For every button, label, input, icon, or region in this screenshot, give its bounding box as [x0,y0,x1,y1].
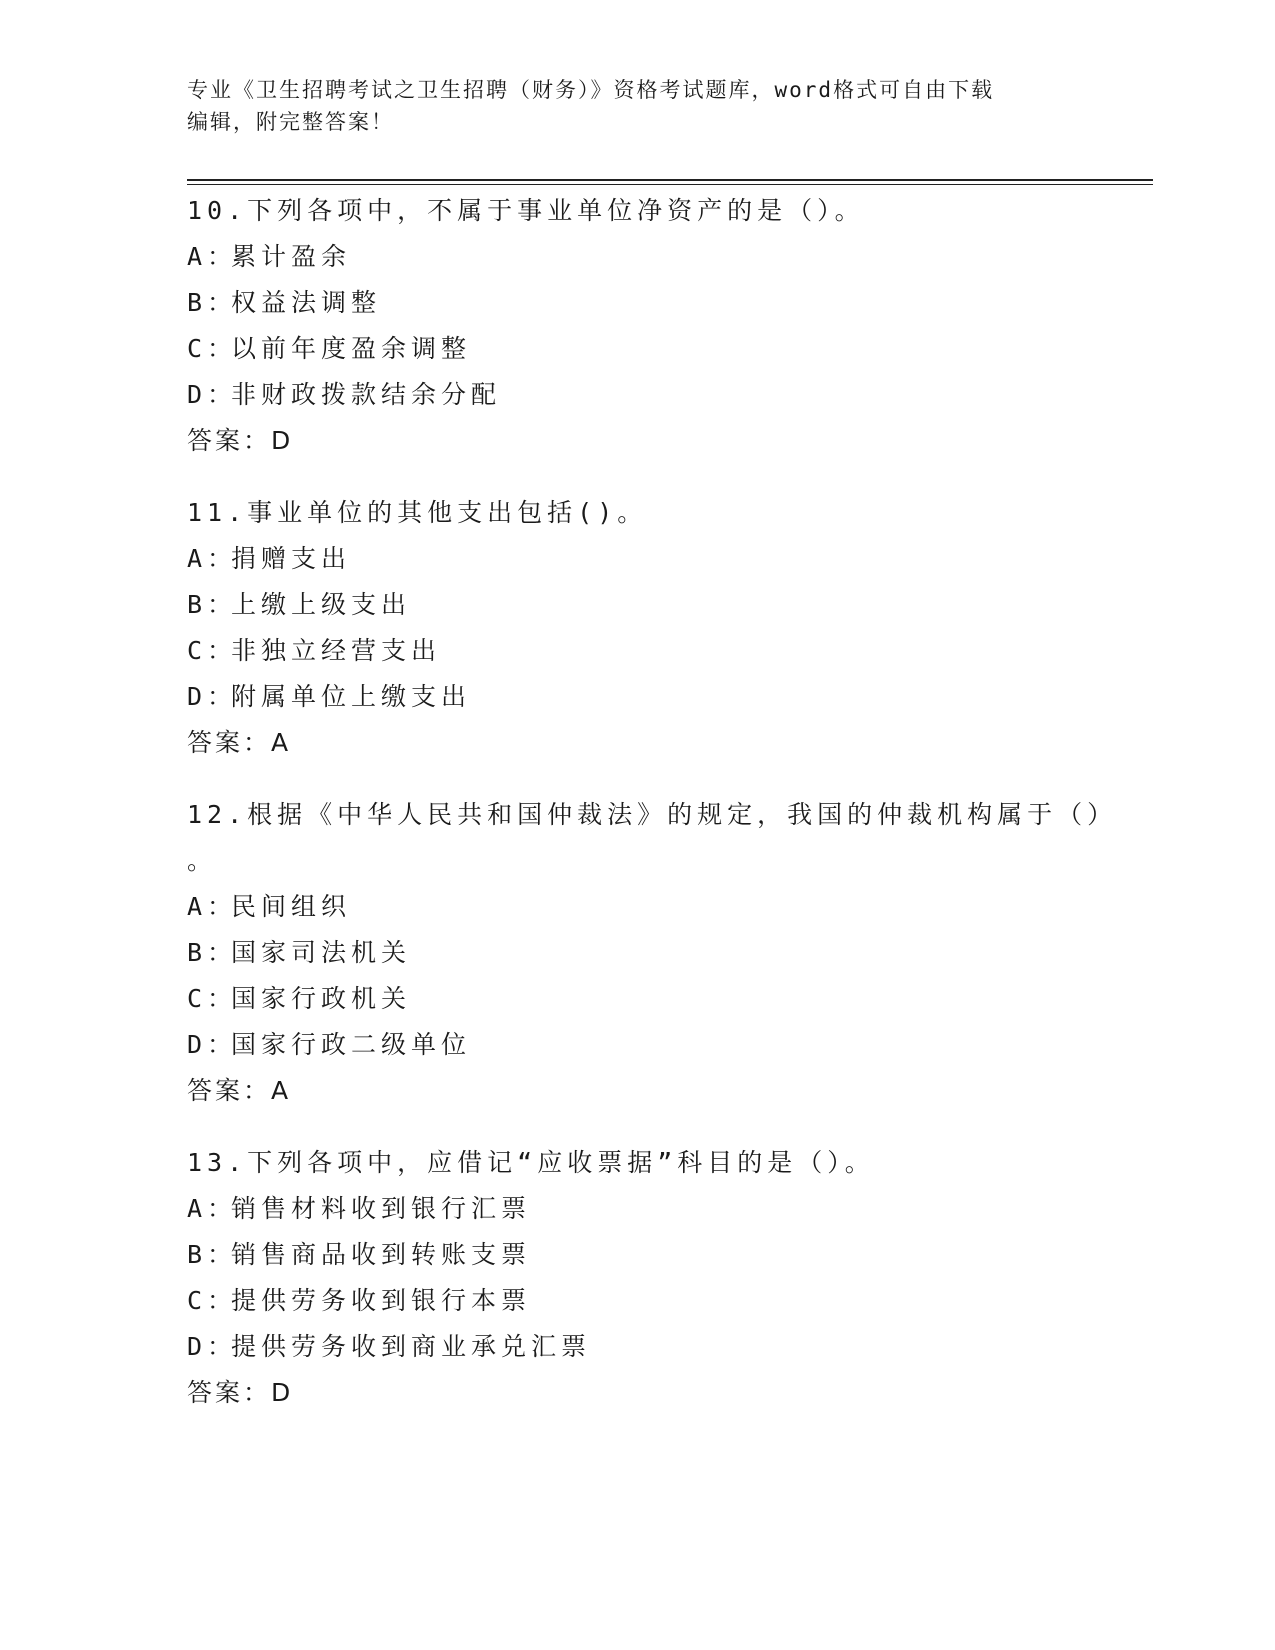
option-a [187,1186,1067,1232]
header-line-2: 编辑，附完整答案！ [187,110,394,134]
option-text: 非财政拨款结余分配 [231,380,502,409]
question-stem: 11.事业单位的其他支出包括()。 [187,498,648,527]
question-11 [187,490,1067,766]
option-label: B： [187,1240,238,1269]
option-label: C： [187,984,238,1013]
option-c [187,628,1067,674]
answer-line: 答案：D [187,426,294,455]
option-b [187,280,1067,326]
header-line-1: 专业《卫生招聘考试之卫生招聘（财务）》资格考试题库，word格式可自由下载 [187,78,995,102]
option-label: A： [187,544,238,573]
option-text: 国家行政二级单位 [231,1030,472,1059]
option-c [187,976,1067,1022]
document-page [187,0,1147,1650]
question-list [187,188,1118,1442]
option-text: 权益法调整 [231,288,382,317]
question-13 [187,1140,1067,1416]
option-text: 民间组织 [231,892,352,921]
header-divider-thin [187,184,1153,185]
answer-line: 答案：A [187,728,292,757]
option-text: 销售商品收到转账支票 [231,1240,532,1269]
option-a [187,536,1067,582]
option-label: D： [187,1332,238,1361]
option-text: 提供劳务收到银行本票 [231,1286,532,1315]
option-a [187,234,1067,280]
question-stem: 10.下列各项中，不属于事业单位净资产的是（）。 [187,196,865,225]
option-text: 提供劳务收到商业承兑汇票 [231,1332,592,1361]
option-text: 上缴上级支出 [231,590,412,619]
answer-line: 答案：A [187,1076,292,1105]
option-text: 销售材料收到银行汇票 [231,1194,532,1223]
header-divider [187,179,1153,181]
option-label: A： [187,242,238,271]
question-12 [187,792,1118,1114]
option-c [187,326,1067,372]
option-label: C： [187,1286,238,1315]
option-text: 国家司法机关 [231,938,412,967]
question-stem: 12.根据《中华人民共和国仲裁法》的规定，我国的仲裁机构属于（） [187,800,1118,829]
option-d [187,1022,1067,1068]
option-b [187,930,1067,976]
option-text: 以前年度盈余调整 [231,334,472,363]
answer-line: 答案：D [187,1378,294,1407]
question-stem: 13.下列各项中，应借记“应收票据”科目的是（）。 [187,1148,875,1177]
option-text: 国家行政机关 [231,984,412,1013]
option-text: 捐赠支出 [231,544,352,573]
option-label: C： [187,636,238,665]
option-label: D： [187,682,238,711]
option-text: 非独立经营支出 [231,636,442,665]
option-label: A： [187,892,238,921]
option-a [187,884,1067,930]
question-10 [187,188,1067,464]
option-label: D： [187,380,238,409]
option-label: D： [187,1030,238,1059]
option-d [187,372,1067,418]
question-stem-continued: 。 [187,846,218,875]
option-c [187,1278,1067,1324]
option-text: 附属单位上缴支出 [231,682,472,711]
option-label: C： [187,334,238,363]
option-label: A： [187,1194,238,1223]
option-d [187,674,1067,720]
option-label: B： [187,590,238,619]
option-text: 累计盈余 [231,242,352,271]
option-label: B： [187,938,238,967]
option-b [187,582,1067,628]
option-d [187,1324,1067,1370]
document-header [187,74,1067,138]
option-label: B： [187,288,238,317]
option-b [187,1232,1067,1278]
